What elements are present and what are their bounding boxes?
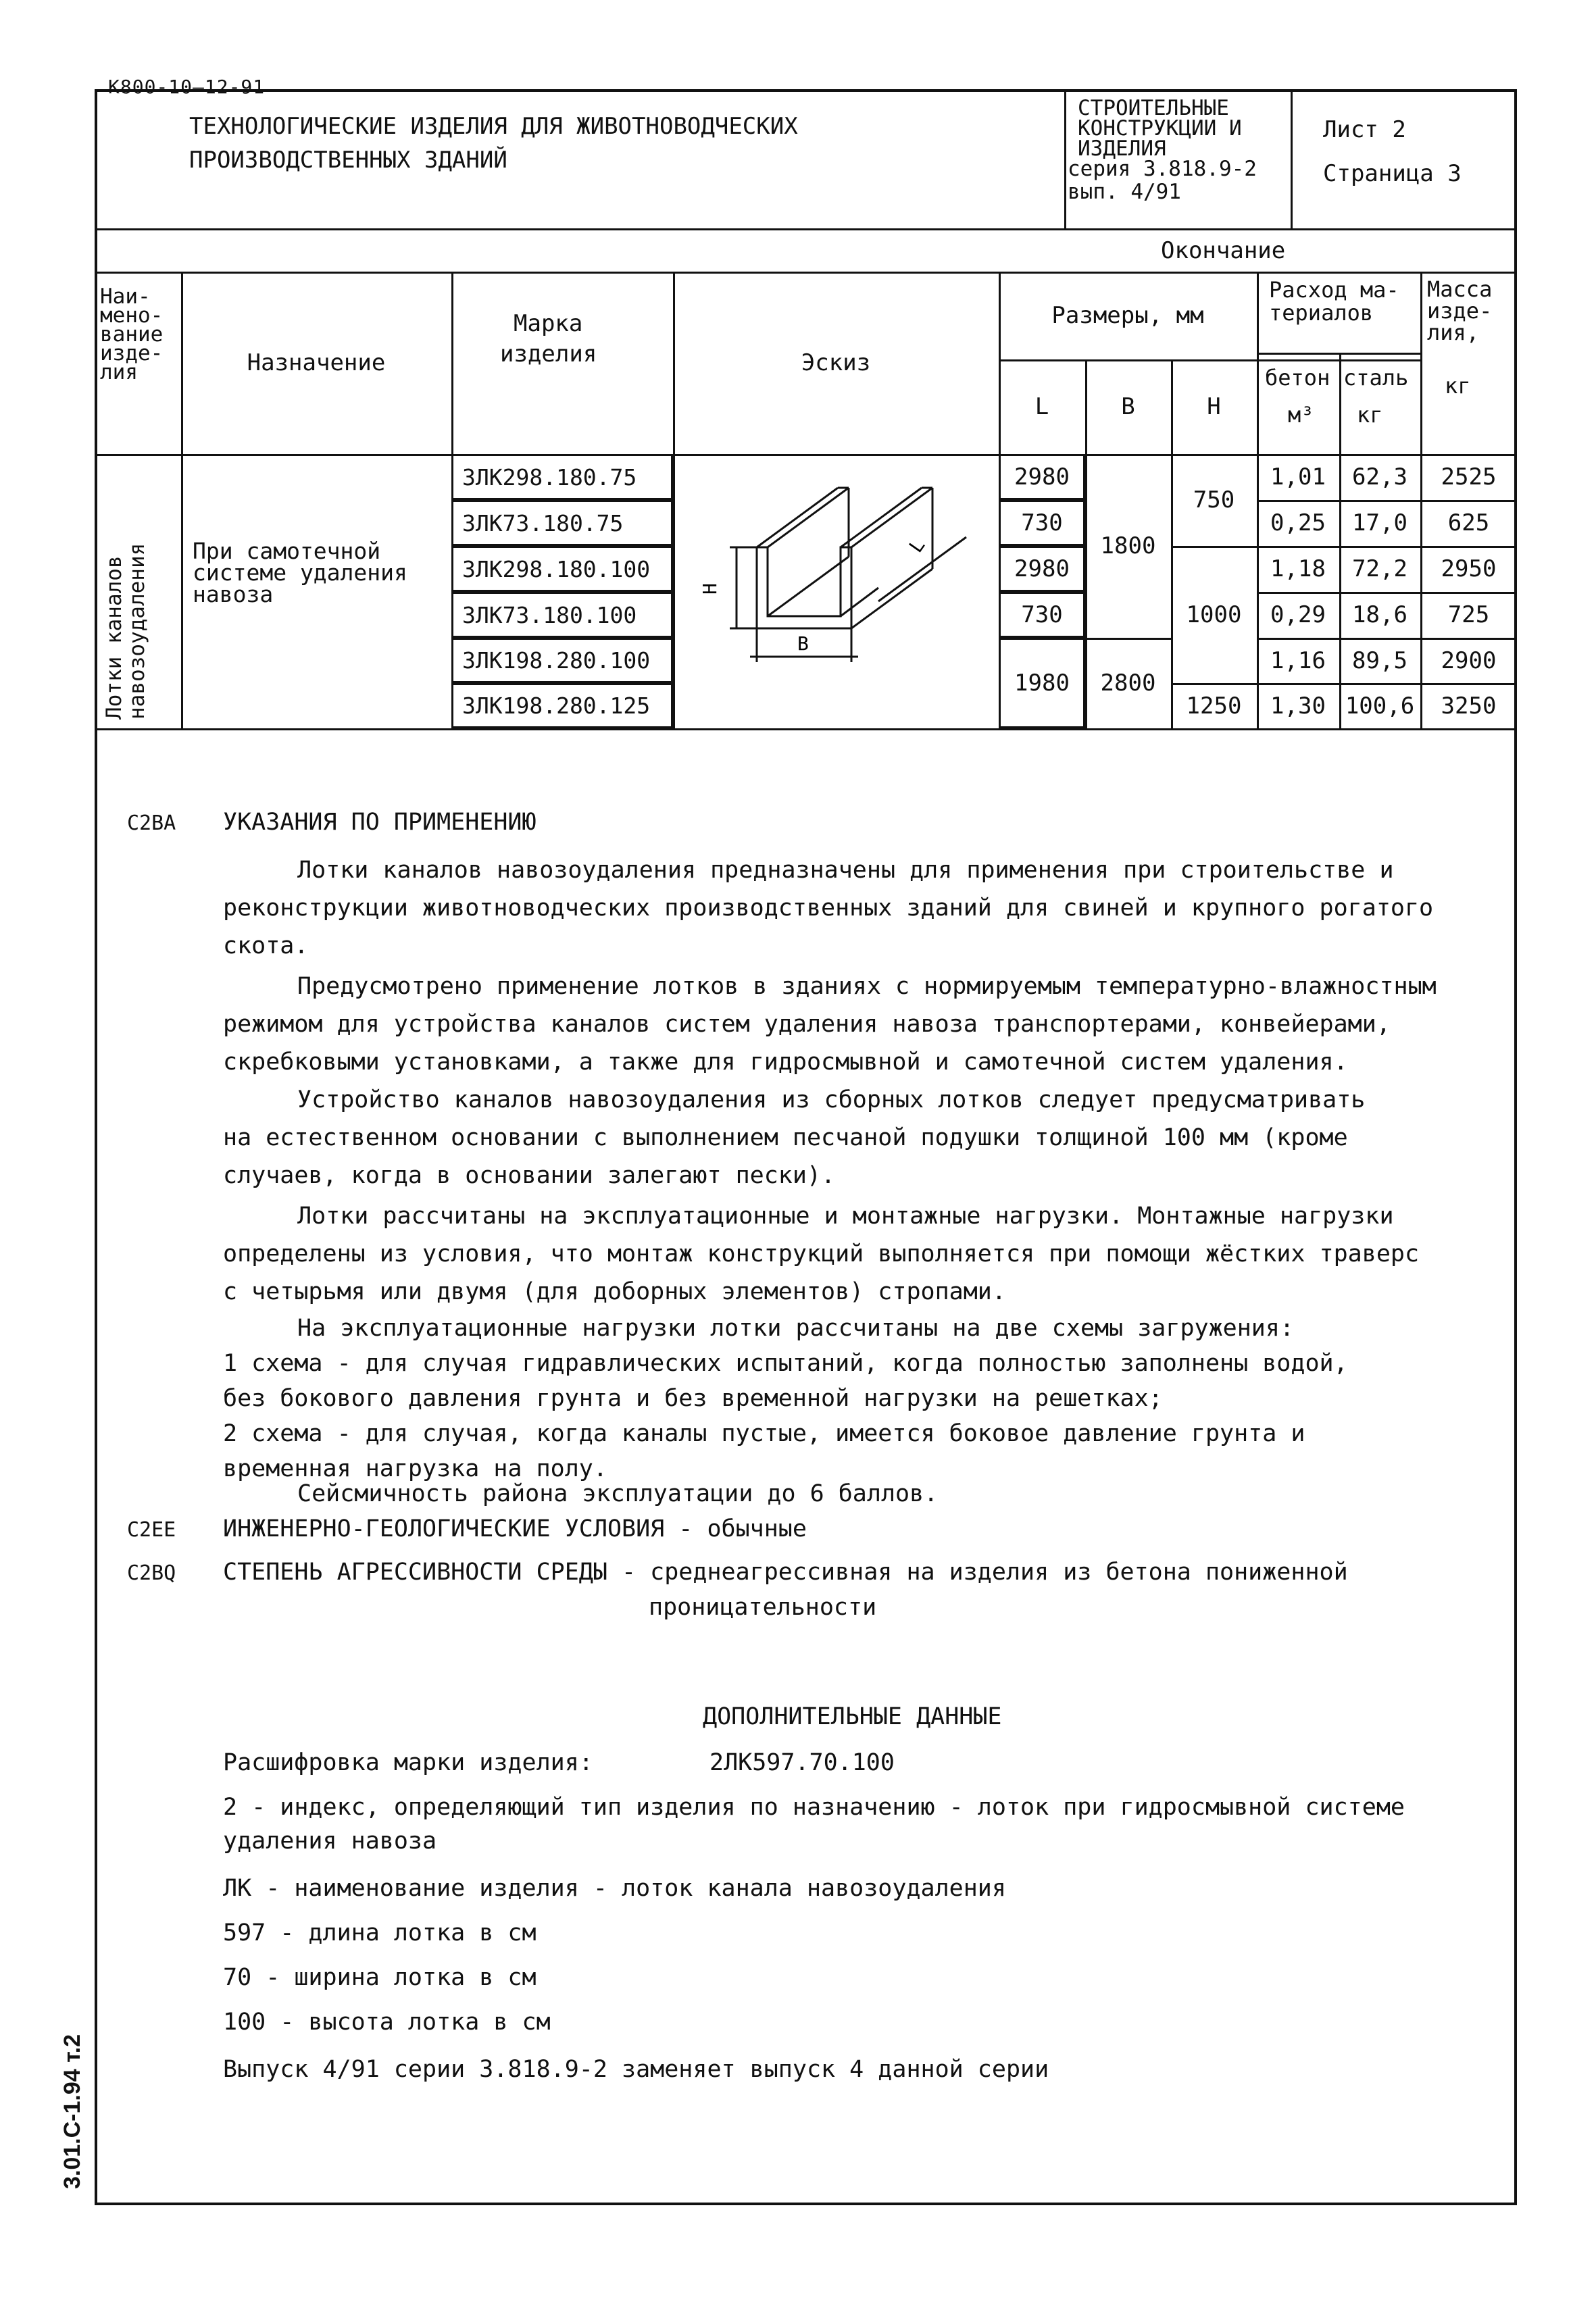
decode-index-line1: 2 - индекс, определяющий тип изделия по назначению - лоток при гидросмывной системе <box>223 1794 1405 1821</box>
mark-5: 3ЛК198.280.100 <box>462 647 651 674</box>
group-name-line1: Лотки каналов <box>102 555 126 720</box>
col-mass-line1: Масса <box>1427 276 1493 302</box>
seismic-note: Сейсмичность района эксплуатации до 6 баллов. <box>297 1480 939 1507</box>
L-value-2: 730 <box>1021 509 1063 536</box>
mark-3: 3ЛК298.180.100 <box>462 555 651 582</box>
material-divider <box>1257 353 1420 355</box>
concrete-1: 1,01 <box>1270 463 1326 491</box>
usage-paragraph-5 <box>223 1311 1473 1486</box>
col-mass-line2: изде- <box>1427 298 1493 324</box>
usage-p2-line1: Предусмотрено применение лотков в зданиях с нормируемым температурно-влажностным <box>297 973 1437 1000</box>
steel-5: 89,5 <box>1352 647 1407 674</box>
usage-p3-line3: случаев, когда в основании залегают пески). <box>223 1162 836 1189</box>
sketch-edge-2 <box>768 488 849 547</box>
sketch-edge-1 <box>757 488 838 547</box>
purpose-line2: системе удаления <box>193 559 407 586</box>
col-name-4: изде- <box>100 341 164 366</box>
steel-3: 72,2 <box>1352 555 1407 582</box>
usage-p2-line3: скребковыми установками, а также для гидросмывной и самотечной систем удаления. <box>223 1049 1348 1076</box>
mass-6: 3250 <box>1441 692 1497 720</box>
concrete-2: 0,25 <box>1270 509 1326 536</box>
usage-p1-line2: реконструкции животноводческих производственных зданий для свиней и крупного рогатого <box>223 895 1434 922</box>
usage-p5-line1: На эксплуатационные нагрузки лотки рассчитаны на две схемы загружения: <box>297 1315 1295 1342</box>
material-sep-stub <box>1339 353 1341 359</box>
concrete-5: 1,16 <box>1270 647 1326 674</box>
usage-paragraph-3 <box>223 1081 1473 1194</box>
header-title-line2: ПРОИЗВОДСТВЕННЫХ ЗДАНИЙ <box>189 147 507 174</box>
col-concrete-unit: м³ <box>1288 402 1314 428</box>
geo-conditions: ИНЖЕНЕРНО-ГЕОЛОГИЧЕСКИЕ УСЛОВИЯ - обычные <box>223 1515 807 1542</box>
mass-3: 2950 <box>1441 555 1497 582</box>
steel-1: 62,3 <box>1352 463 1407 491</box>
col-name-1: Наи- <box>100 284 151 309</box>
usage-p5-line3: без бокового давления грунта и без временной нагрузки на решетках; <box>223 1385 1163 1412</box>
header-vline-2 <box>1291 89 1293 228</box>
usage-p4-line1: Лотки рассчитаны на эксплуатационные и монтажные нагрузки. Монтажные нагрузки <box>297 1203 1394 1230</box>
usage-p4-line2: определены из условия, что монтаж конструкций выполняется при помощи жёстких траверс <box>223 1240 1420 1267</box>
document-code: К800-10—12-91 <box>108 76 266 98</box>
header-series: серия 3.818.9-2 <box>1068 157 1257 181</box>
steel-4: 18,6 <box>1352 601 1407 628</box>
mark-4: 3ЛК73.180.100 <box>462 601 637 628</box>
group-name-line2: навозоудаления <box>125 543 149 720</box>
sketch-l-label: L <box>904 534 930 557</box>
side-code: 3.01.С-1.94 т.2 <box>59 2034 85 2189</box>
usage-paragraph-1 <box>223 851 1473 965</box>
concrete-6: 1,30 <box>1270 692 1326 720</box>
usage-p3-line1: Устройство каналов навозоудаления из сборных лотков следует предусматривать <box>297 1086 1366 1113</box>
decode-index-line2: удаления навоза <box>223 1828 437 1855</box>
H-value-1250: 1250 <box>1186 692 1242 720</box>
mark-1: 3ЛК298.180.75 <box>462 463 637 491</box>
header-section-line2: КОНСТРУКЦИИ И <box>1078 116 1242 141</box>
mark-2: 3ЛК73.180.75 <box>462 509 624 536</box>
col-B-header: B <box>1121 393 1135 420</box>
col-mass-unit: кг <box>1445 373 1471 399</box>
usage-paragraph-2 <box>223 967 1473 1081</box>
sketch-b-label: B <box>797 632 809 655</box>
decode-index <box>223 1790 1473 1858</box>
steel-6: 100,6 <box>1345 692 1415 720</box>
replace-note: Выпуск 4/91 серии 3.818.9-2 заменяет выпуск 4 данной серии <box>223 2056 1049 2083</box>
header-page: Страница 3 <box>1323 160 1462 187</box>
col-mark-line2: изделия <box>500 341 597 368</box>
H-value-750: 750 <box>1193 486 1235 513</box>
table-caption: Окончание <box>1161 237 1286 264</box>
H-value-1000: 1000 <box>1186 601 1242 628</box>
B-value-2800: 2800 <box>1100 670 1156 697</box>
col-purpose-header: Назначение <box>247 349 386 376</box>
mass-2: 625 <box>1447 509 1490 536</box>
decode-lk: ЛК - наименование изделия - лоток канала навозоудаления <box>223 1875 1006 1902</box>
col-material-line2: териалов <box>1269 300 1374 326</box>
col-L-header: L <box>1034 393 1049 420</box>
col-mass-line3: лия, <box>1427 320 1480 345</box>
trough-sketch <box>676 459 996 726</box>
usage-p2-line2: режимом для устройства каналов систем удаления навоза транспортерами, конвейерами, <box>223 1011 1391 1038</box>
usage-p5-line2: 1 схема - для случая гидравлических испытаний, когда полностью заполнены водой, <box>223 1350 1348 1377</box>
decode-length: 597 - длина лотка в см <box>223 1919 537 1946</box>
header-sheet: Лист 2 <box>1323 116 1406 143</box>
usage-p5-line4: 2 схема - для случая, когда каналы пустые, имеется боковое давление грунта и <box>223 1420 1305 1447</box>
sketch-edge-6 <box>768 557 849 616</box>
decode-height: 100 - высота лотка в см <box>223 2009 551 2036</box>
usage-title: УКАЗАНИЯ ПО ПРИМЕНЕНИЮ <box>223 809 537 836</box>
header-vline-1 <box>1064 89 1066 228</box>
steel-2: 17,0 <box>1352 509 1407 536</box>
L-value-1: 2980 <box>1014 463 1070 491</box>
col-name-5: лия <box>100 360 138 384</box>
mass-5: 2900 <box>1441 647 1497 674</box>
mass-4: 725 <box>1447 601 1490 628</box>
usage-paragraph-4 <box>223 1197 1473 1311</box>
col-steel-unit: кг <box>1357 402 1383 428</box>
mass-1: 2525 <box>1441 463 1497 491</box>
col-steel: сталь <box>1343 365 1409 391</box>
sketch-front-profile <box>757 547 851 628</box>
L-value-1980: 1980 <box>1014 670 1070 697</box>
header-section-line3: ИЗДЕЛИЯ <box>1078 136 1166 161</box>
usage-p3-line2: на естественном основании с выполнением песчаной подушки толщиной 100 мм (кроме <box>223 1124 1348 1151</box>
purpose-line3: навоза <box>193 581 274 607</box>
code-aggr: С2ВQ <box>127 1561 176 1585</box>
concrete-3: 1,18 <box>1270 555 1326 582</box>
decode-width: 70 - ширина лотка в см <box>223 1964 537 1991</box>
col-dims-header: Размеры, мм <box>1051 302 1204 329</box>
decode-value: 2ЛК597.70.100 <box>709 1749 895 1776</box>
code-usage: С2ВА <box>127 811 176 835</box>
L-value-4: 730 <box>1021 601 1063 628</box>
col-name-2: мено- <box>100 303 164 328</box>
table-bottom <box>95 728 1517 730</box>
col-name-3: вание <box>100 322 164 347</box>
usage-p5-line5: временная нагрузка на полу. <box>223 1455 607 1482</box>
B-value-1800: 1800 <box>1100 532 1156 559</box>
header-title-line1: ТЕХНОЛОГИЧЕСКИЕ ИЗДЕЛИЯ ДЛЯ ЖИВОТНОВОДЧЕСКИХ <box>189 113 798 140</box>
L-value-3: 2980 <box>1014 555 1070 582</box>
col-sketch-header: Эскиз <box>801 349 871 376</box>
header-issue: вып. 4/91 <box>1068 180 1181 204</box>
purpose-line1: При самотечной <box>193 538 381 564</box>
code-geo: С2ЕЕ <box>127 1518 176 1542</box>
mark-6: 3ЛК198.280.125 <box>462 693 651 719</box>
header-section-line1: СТРОИТЕЛЬНЫЕ <box>1078 96 1229 120</box>
col-concrete: бетон <box>1265 365 1330 391</box>
col-H-header: H <box>1207 393 1221 420</box>
col-mark-line1: Марка <box>514 310 583 337</box>
sketch-h-label: H <box>699 583 721 595</box>
usage-p1-line3: скота. <box>223 932 309 959</box>
group-name <box>103 543 149 720</box>
aggressiveness-line1: СТЕПЕНЬ АГРЕССИВНОСТИ СРЕДЫ - среднеагрессивная на изделия из бетона пониженной <box>223 1559 1348 1586</box>
usage-p4-line3: с четырьмя или двумя (для доборных элементов) стропами. <box>223 1278 1006 1305</box>
usage-p1-line1: Лотки каналов навозоудаления предназначены для применения при строительстве и <box>297 857 1394 884</box>
decode-label: Расшифровка марки изделия: <box>223 1749 593 1776</box>
extra-title: ДОПОЛНИТЕЛЬНЫЕ ДАННЫЕ <box>703 1703 1002 1730</box>
sketch-edge-4 <box>851 488 932 547</box>
col-material-line1: Расход ма- <box>1269 277 1399 303</box>
header-divider <box>95 228 1517 230</box>
aggressiveness-line2: проницательности <box>649 1594 877 1621</box>
concrete-4: 0,29 <box>1270 601 1326 628</box>
